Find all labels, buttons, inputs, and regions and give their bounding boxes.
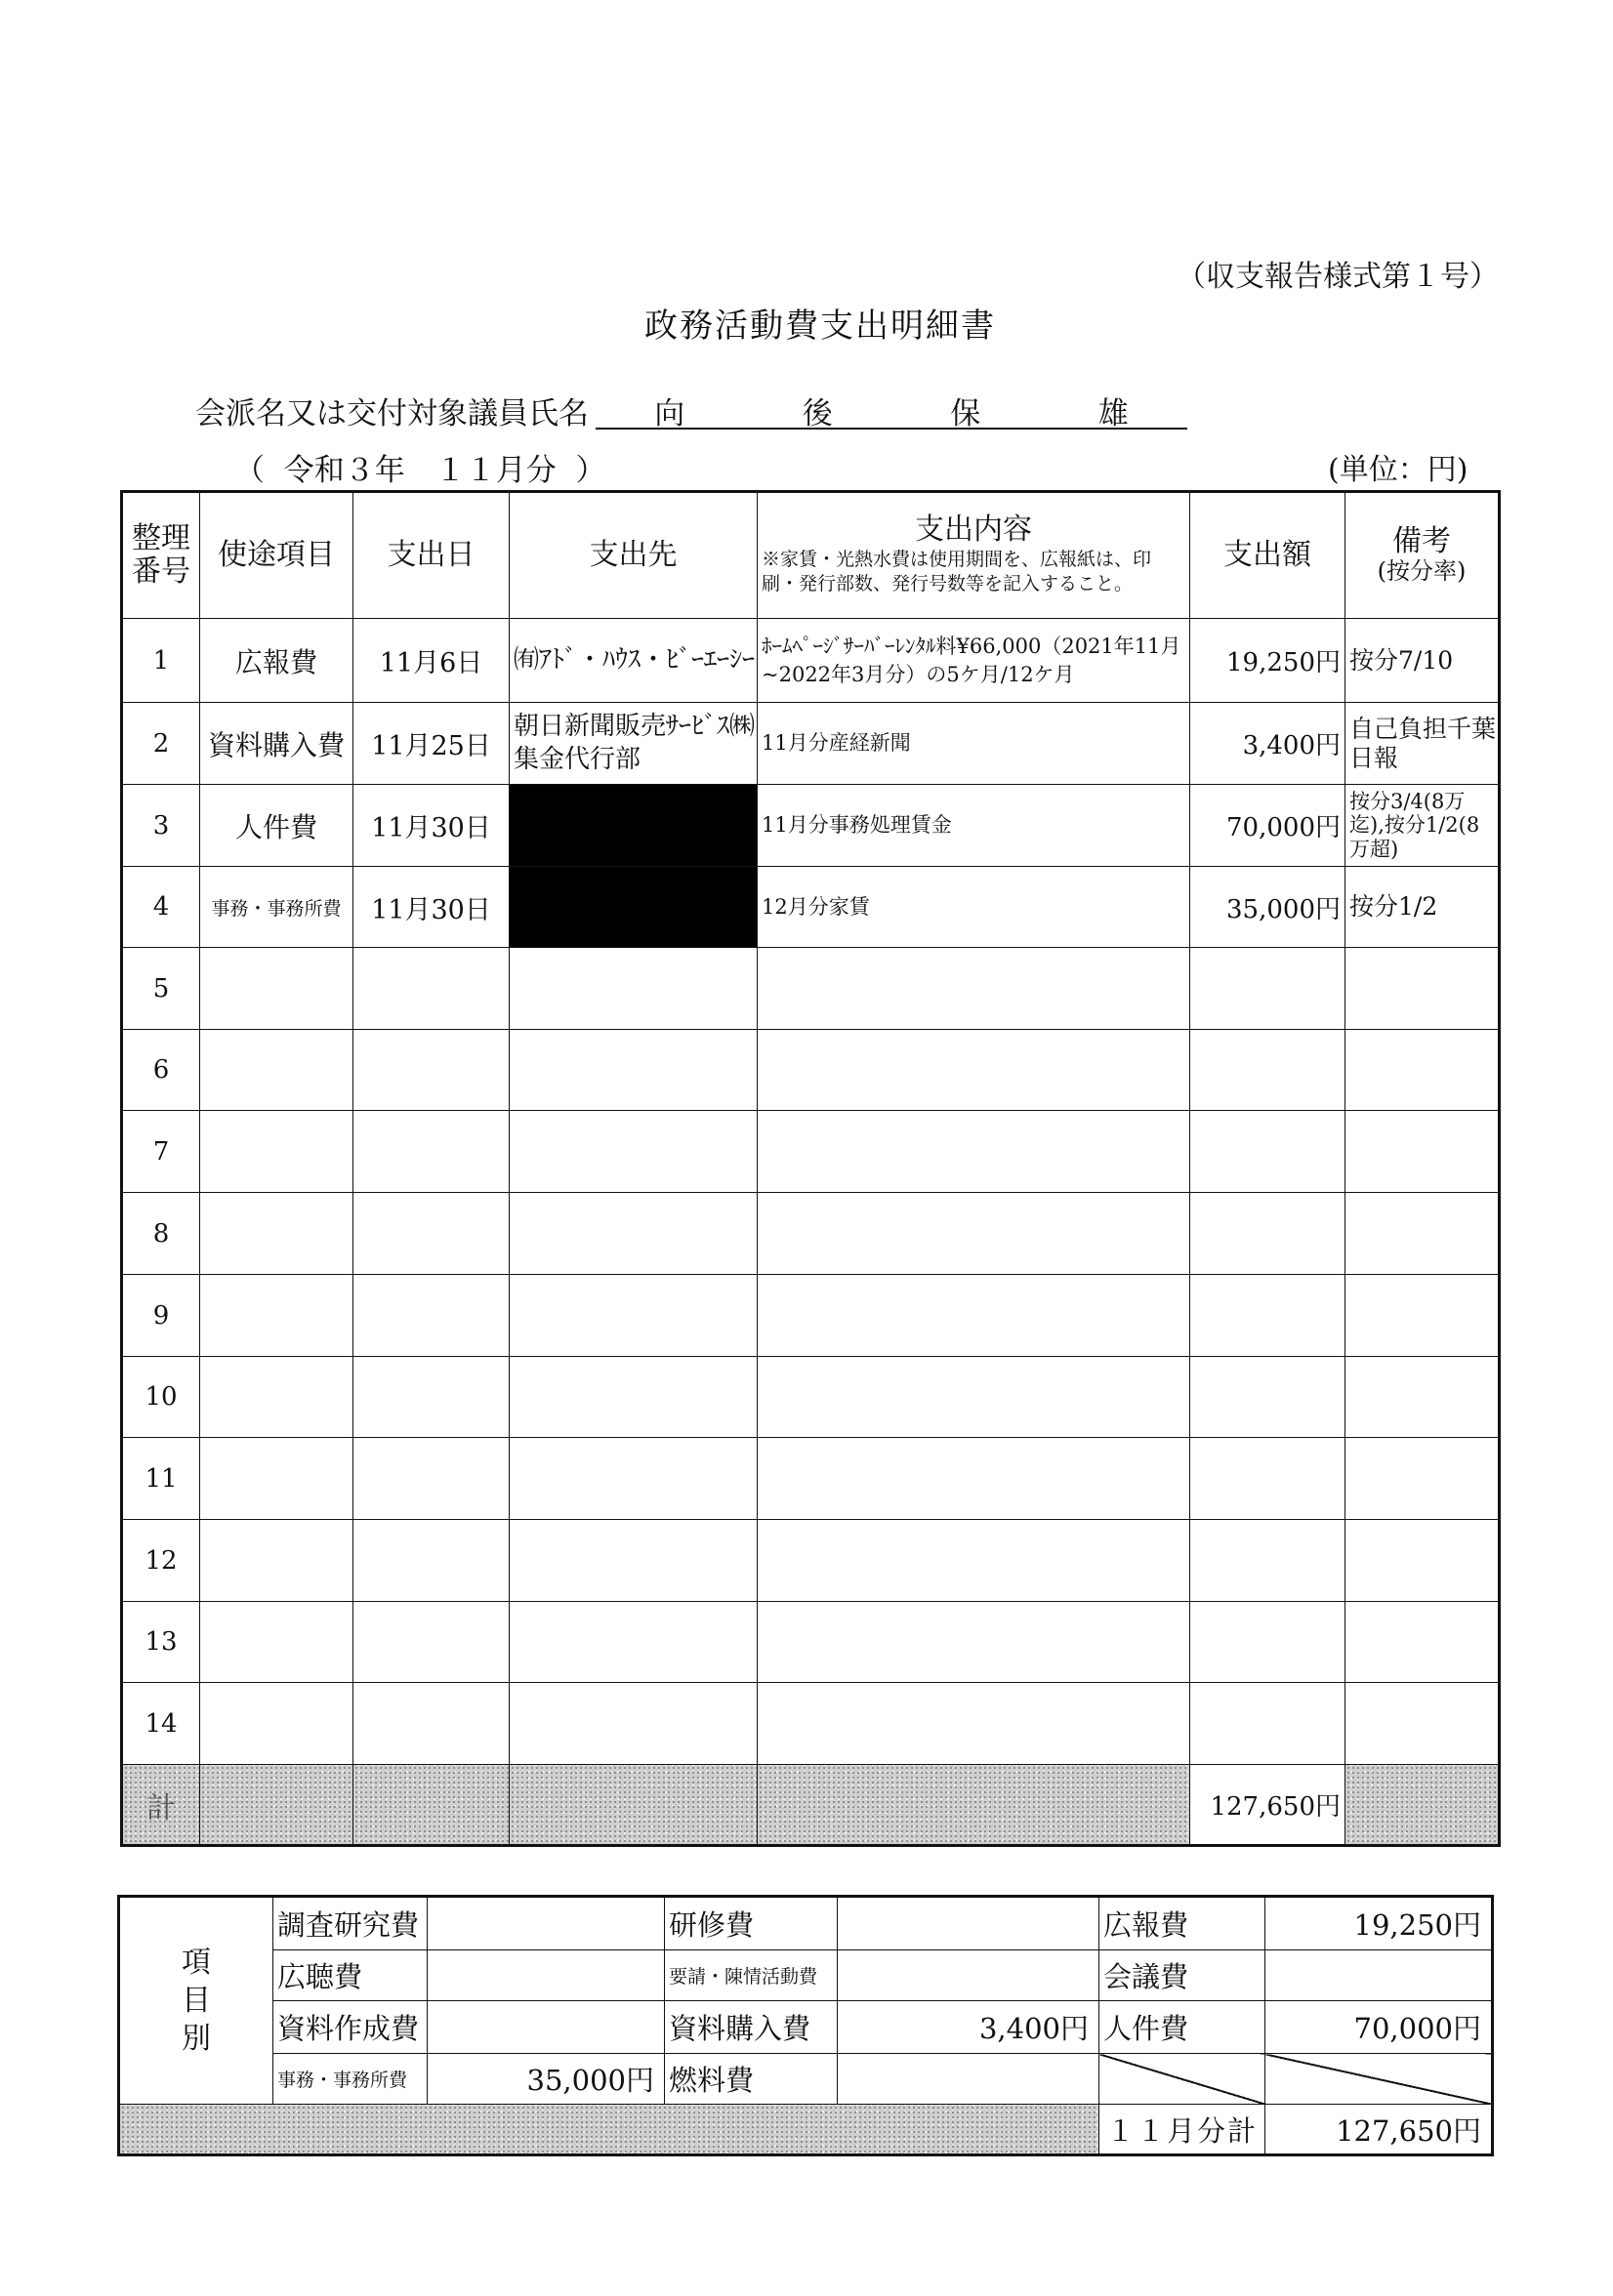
- total-amount: 127,650円: [1190, 1765, 1345, 1846]
- summary-value-materials-buy: 3,400円: [838, 2001, 1099, 2054]
- header-content: [758, 492, 1190, 619]
- row-description: [758, 1438, 1190, 1520]
- summary-row: [119, 1897, 1493, 1950]
- row-item: [200, 1683, 353, 1765]
- row-number: 10: [122, 1357, 200, 1438]
- table-row: [122, 1520, 1500, 1602]
- summary-value-fuel: [838, 2054, 1099, 2105]
- summary-label-meeting: 会議費: [1099, 1950, 1265, 2001]
- total-blank: [353, 1765, 510, 1846]
- row-item: [200, 1357, 353, 1438]
- row-payee: ㈲ｱﾄﾞ・ﾊｳｽ・ﾋﾞｰｴｰｼｰ: [510, 619, 758, 703]
- row-number: 2: [122, 703, 200, 785]
- row-date: [353, 1683, 510, 1765]
- header-note-sub: (按分率): [1377, 557, 1467, 586]
- row-date: [353, 1111, 510, 1193]
- row-note: 按分7/10: [1345, 619, 1500, 703]
- row-number: 7: [122, 1111, 200, 1193]
- header-note-title: 備考: [1392, 523, 1451, 558]
- row-amount: [1190, 1193, 1345, 1275]
- row-amount: [1190, 1602, 1345, 1683]
- row-number: 1: [122, 619, 200, 703]
- row-payee: [510, 1438, 758, 1520]
- row-date: [353, 1275, 510, 1357]
- row-number: 11: [122, 1438, 200, 1520]
- row-payee: [510, 1193, 758, 1275]
- member-name-char: 後: [802, 396, 833, 431]
- row-date: [353, 1438, 510, 1520]
- header-date: 支出日: [353, 492, 510, 619]
- unit-label: (単位：円): [1328, 453, 1468, 487]
- row-number: 13: [122, 1602, 200, 1683]
- row-amount: [1190, 948, 1345, 1030]
- row-item: [200, 1275, 353, 1357]
- row-item: [200, 1193, 353, 1275]
- summary-label-materials-buy: 資料購入費: [665, 2001, 838, 2054]
- summary-label-hearing: 広聴費: [273, 1950, 428, 2001]
- summary-value-research: [428, 1897, 665, 1950]
- summary-label-office: 事務・事務所費: [273, 2054, 428, 2105]
- row-description: 11月分産経新聞: [758, 703, 1190, 785]
- table-header-row: [122, 492, 1500, 619]
- row-date: 11月25日: [353, 703, 510, 785]
- row-amount: [1190, 1275, 1345, 1357]
- row-description: [758, 1030, 1190, 1111]
- summary-label-petition: 要請・陳情活動費: [665, 1950, 838, 2001]
- row-date: [353, 1602, 510, 1683]
- row-note: [1345, 1111, 1500, 1193]
- row-amount: 3,400円: [1190, 703, 1345, 785]
- row-description: [758, 948, 1190, 1030]
- table-row: [122, 1193, 1500, 1275]
- row-amount: [1190, 1357, 1345, 1438]
- row-description: [758, 1602, 1190, 1683]
- row-note: 按分1/2: [1345, 867, 1500, 948]
- summary-label-research: 調査研究費: [273, 1897, 428, 1950]
- summary-row: [119, 1950, 1493, 2001]
- summary-value-meeting: [1265, 1950, 1493, 2001]
- total-label: 計: [122, 1765, 200, 1846]
- row-note: [1345, 1030, 1500, 1111]
- row-note: [1345, 948, 1500, 1030]
- row-number: 9: [122, 1275, 200, 1357]
- table-row: [122, 948, 1500, 1030]
- summary-slash-cell: [1099, 2054, 1265, 2105]
- row-date: [353, 1520, 510, 1602]
- form-number: （収支報告様式第１号）: [1177, 260, 1499, 294]
- table-row: [122, 1602, 1500, 1683]
- row-description: [758, 1111, 1190, 1193]
- row-item: [200, 1030, 353, 1111]
- row-description: [758, 1683, 1190, 1765]
- summary-row: [119, 2054, 1493, 2105]
- header-note: [1345, 492, 1500, 619]
- row-date: 11月30日: [353, 785, 510, 867]
- summary-row: [119, 2001, 1493, 2054]
- table-row: [122, 619, 1500, 703]
- summary-section-text: 項目別: [182, 1946, 211, 2056]
- period-open: （: [234, 453, 265, 488]
- summary-value-publicity: 19,250円: [1265, 1897, 1493, 1950]
- summary-shaded-blank: [119, 2105, 1099, 2155]
- member-label: 会派名又は交付対象議員氏名: [195, 396, 589, 431]
- row-number: 5: [122, 948, 200, 1030]
- summary-table: [117, 1895, 1494, 2156]
- total-blank: [758, 1765, 1190, 1846]
- member-name-char: 雄: [1097, 396, 1129, 431]
- row-item: [200, 1111, 353, 1193]
- table-row: [122, 1683, 1500, 1765]
- row-number: 6: [122, 1030, 200, 1111]
- row-description: 11月分事務処理賃金: [758, 785, 1190, 867]
- total-blank: [1345, 1765, 1500, 1846]
- summary-label-personnel: 人件費: [1099, 2001, 1265, 2054]
- row-item: [200, 1520, 353, 1602]
- row-number: 12: [122, 1520, 200, 1602]
- row-item: [200, 948, 353, 1030]
- row-payee: [510, 785, 758, 867]
- member-name-char: 保: [950, 396, 981, 431]
- month-total-label: １１月分計: [1099, 2105, 1265, 2155]
- table-row: [122, 1357, 1500, 1438]
- header-content-title: 支出内容: [915, 512, 1032, 548]
- header-amount: 支出額: [1190, 492, 1345, 619]
- row-item: [200, 1602, 353, 1683]
- expense-table: [120, 490, 1501, 1847]
- total-blank: [510, 1765, 758, 1846]
- summary-value-office: 35,000円: [428, 2054, 665, 2105]
- row-date: 11月6日: [353, 619, 510, 703]
- header-payee: 支出先: [510, 492, 758, 619]
- document-title: 政務活動費支出明細書: [644, 307, 996, 346]
- row-date: [353, 1357, 510, 1438]
- table-row: [122, 1030, 1500, 1111]
- row-amount: [1190, 1438, 1345, 1520]
- row-payee: [510, 1520, 758, 1602]
- summary-value-hearing: [428, 1950, 665, 2001]
- summary-value-petition: [838, 1950, 1099, 2001]
- row-item: 資料購入費: [200, 703, 353, 785]
- table-row: [122, 703, 1500, 785]
- row-description: [758, 1193, 1190, 1275]
- row-item: 広報費: [200, 619, 353, 703]
- total-blank: [200, 1765, 353, 1846]
- month-total-value: 127,650円: [1265, 2105, 1493, 2155]
- row-note: 按分3/4(8万迄),按分1/2(8万超): [1345, 785, 1500, 867]
- row-number: 4: [122, 867, 200, 948]
- row-date: 11月30日: [353, 867, 510, 948]
- row-payee: [510, 867, 758, 948]
- row-payee: [510, 1602, 758, 1683]
- row-payee: [510, 948, 758, 1030]
- summary-value-training: [838, 1897, 1099, 1950]
- summary-slash-cell: [1265, 2054, 1493, 2105]
- row-description: ﾎｰﾑﾍﾟｰｼﾞｻｰﾊﾞｰﾚﾝﾀﾙ料¥66,000（2021年11月~2022年3月分）の5ケ月/12ケ月: [758, 619, 1190, 703]
- table-row: [122, 867, 1500, 948]
- header-item: 使途項目: [200, 492, 353, 619]
- row-date: [353, 948, 510, 1030]
- summary-label-materials-make: 資料作成費: [273, 2001, 428, 2054]
- row-description: 12月分家賃: [758, 867, 1190, 948]
- row-item: 人件費: [200, 785, 353, 867]
- row-date: [353, 1193, 510, 1275]
- row-amount: [1190, 1520, 1345, 1602]
- table-row: [122, 1275, 1500, 1357]
- row-amount: 35,000円: [1190, 867, 1345, 948]
- summary-value-personnel: 70,000円: [1265, 2001, 1493, 2054]
- row-note: [1345, 1438, 1500, 1520]
- row-item: 事務・事務所費: [200, 867, 353, 948]
- period-close: ）: [575, 453, 606, 488]
- summary-value-materials-make: [428, 2001, 665, 2054]
- row-description: [758, 1275, 1190, 1357]
- summary-section-label: [119, 1897, 273, 2105]
- row-amount: [1190, 1111, 1345, 1193]
- row-payee: [510, 1275, 758, 1357]
- row-description: [758, 1357, 1190, 1438]
- row-payee: [510, 1111, 758, 1193]
- header-no: 整理番号: [122, 492, 200, 619]
- row-note: [1345, 1683, 1500, 1765]
- summary-total-row: [119, 2105, 1493, 2155]
- row-number: 8: [122, 1193, 200, 1275]
- period-text: 令和３年 １１月分: [283, 453, 557, 488]
- row-amount: 19,250円: [1190, 619, 1345, 703]
- report-period: [234, 445, 605, 489]
- row-date: [353, 1030, 510, 1111]
- summary-label-fuel: 燃料費: [665, 2054, 838, 2105]
- table-row: [122, 1438, 1500, 1520]
- header-content-note: ※家賃・光熱水費は使用期間を、広報紙は、印刷・発行部数、発行号数等を記入すること。: [762, 548, 1152, 595]
- row-number: 14: [122, 1683, 200, 1765]
- row-payee: 朝日新聞販売ｻｰﾋﾞｽ㈱集金代行部: [510, 703, 758, 785]
- row-payee: [510, 1683, 758, 1765]
- row-note: 自己負担千葉日報: [1345, 703, 1500, 785]
- row-payee: [510, 1357, 758, 1438]
- row-item: [200, 1438, 353, 1520]
- row-note: [1345, 1275, 1500, 1357]
- summary-label-publicity: 広報費: [1099, 1897, 1265, 1950]
- row-amount: [1190, 1030, 1345, 1111]
- row-note: [1345, 1357, 1500, 1438]
- summary-label-training: 研修費: [665, 1897, 838, 1950]
- row-number: 3: [122, 785, 200, 867]
- row-note: [1345, 1520, 1500, 1602]
- table-row: [122, 1111, 1500, 1193]
- row-amount: 70,000円: [1190, 785, 1345, 867]
- row-note: [1345, 1602, 1500, 1683]
- row-payee: [510, 1030, 758, 1111]
- member-name-char: 向: [654, 396, 685, 431]
- table-row: [122, 785, 1500, 867]
- row-description: [758, 1520, 1190, 1602]
- row-amount: [1190, 1683, 1345, 1765]
- row-note: [1345, 1193, 1500, 1275]
- member-name: [596, 389, 1187, 430]
- total-row: [122, 1765, 1500, 1846]
